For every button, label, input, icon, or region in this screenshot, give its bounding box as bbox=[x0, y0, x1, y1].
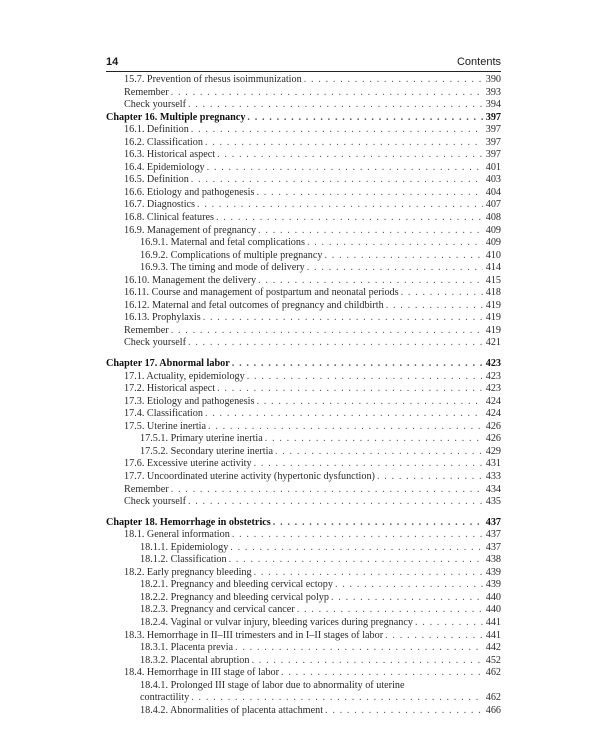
toc-entry-page: 431 bbox=[485, 458, 501, 470]
toc-entry[interactable] bbox=[106, 542, 501, 555]
toc-entry-page: 409 bbox=[485, 224, 501, 236]
dot-leader bbox=[235, 642, 483, 655]
toc-entry-page: 434 bbox=[485, 483, 501, 495]
dot-leader bbox=[171, 484, 483, 497]
toc-entry[interactable] bbox=[106, 408, 501, 421]
toc-entry-page: 429 bbox=[485, 445, 501, 457]
toc-entry-title: Chapter 18. Hemorrhage in obstetrics bbox=[106, 516, 271, 528]
toc-entry-title: 16.9.3. The timing and mode of delivery bbox=[140, 262, 305, 274]
toc-entry-title: 16.2. Classification bbox=[124, 136, 203, 148]
dot-leader bbox=[281, 667, 483, 680]
toc-entry-title: 18.2.4. Vaginal or vulvar injury, bleeding varices during pregnancy bbox=[140, 616, 414, 628]
toc-entry-title: Chapter 16. Multiple pregnancy bbox=[106, 111, 246, 123]
toc-entry-page: 423 bbox=[485, 370, 501, 382]
toc-entry-title: 17.6. Excessive uterine activity bbox=[124, 458, 252, 470]
toc-entry-title: 18.3.1. Placenta previa bbox=[140, 642, 234, 654]
dot-leader bbox=[258, 225, 483, 238]
toc-entry[interactable] bbox=[106, 337, 501, 350]
toc-entry[interactable] bbox=[106, 471, 501, 484]
toc-entry[interactable] bbox=[106, 705, 501, 718]
toc-entry-title: 17.2. Historical aspect bbox=[124, 383, 216, 395]
toc-entry-page: 419 bbox=[485, 299, 501, 311]
toc-entry-title: 16.1. Definition bbox=[124, 124, 189, 136]
toc-entry-title: 17.5.1. Primary uterine inertia bbox=[140, 433, 263, 445]
toc-entry-title: 16.10. Management the delivery bbox=[124, 274, 257, 286]
toc-entry-page: 433 bbox=[485, 470, 501, 482]
dot-leader bbox=[188, 99, 483, 112]
toc-entry-title: 16.7. Diagnostics bbox=[124, 199, 196, 211]
dot-leader bbox=[325, 250, 483, 263]
toc-entry[interactable] bbox=[106, 262, 501, 275]
toc-entry-page: 440 bbox=[485, 591, 501, 603]
dot-leader bbox=[208, 421, 483, 434]
toc-entry[interactable] bbox=[106, 212, 501, 225]
toc-entry-page: 397 bbox=[485, 136, 501, 148]
toc-entry-title: 16.3. Historical aspect bbox=[124, 149, 216, 161]
dot-leader bbox=[229, 554, 483, 567]
toc-entry-title: 17.7. Uncoordinated uterine activity (hypertonic dysfunction) bbox=[124, 470, 375, 482]
dot-leader bbox=[230, 542, 482, 555]
toc-entry-page: 437 bbox=[485, 516, 501, 528]
toc-entry-title: 17.5. Uterine inertia bbox=[124, 420, 207, 432]
toc-entry-title: Chapter 17. Abnormal labor bbox=[106, 358, 230, 370]
toc-entry-title: 18.2. Early pregnancy bleeding bbox=[124, 566, 252, 578]
dot-leader bbox=[386, 300, 483, 313]
toc-entry-page: 466 bbox=[485, 704, 501, 716]
toc-entry-page: 424 bbox=[485, 408, 501, 420]
dot-leader bbox=[415, 617, 483, 630]
toc-entry[interactable] bbox=[106, 383, 501, 396]
header-rule bbox=[106, 71, 501, 72]
dot-leader bbox=[297, 604, 483, 617]
dot-leader bbox=[171, 87, 483, 100]
dot-leader bbox=[335, 579, 483, 592]
dot-leader bbox=[258, 275, 483, 288]
toc-entry-page: 435 bbox=[485, 496, 501, 508]
toc-entry[interactable] bbox=[106, 604, 501, 617]
dot-leader bbox=[256, 396, 482, 409]
dot-leader bbox=[331, 592, 483, 605]
section-title: Contents bbox=[456, 56, 501, 68]
dot-leader bbox=[254, 567, 483, 580]
toc-entry-page: 442 bbox=[485, 642, 501, 654]
toc-entry[interactable] bbox=[106, 458, 501, 471]
dot-leader bbox=[265, 433, 483, 446]
toc-entry-page: 403 bbox=[485, 174, 501, 186]
toc-entry-title: contractility bbox=[140, 692, 190, 704]
toc-entry-page: 418 bbox=[485, 287, 501, 299]
toc-entry-page: 437 bbox=[485, 529, 501, 541]
dot-leader bbox=[216, 212, 483, 225]
toc-entry[interactable] bbox=[106, 446, 501, 459]
toc-entry[interactable] bbox=[106, 554, 501, 567]
toc-entry-title: 16.8. Clinical features bbox=[124, 212, 214, 224]
toc-entry[interactable] bbox=[106, 174, 501, 187]
toc-entry-page: 404 bbox=[485, 186, 501, 198]
toc-entry[interactable] bbox=[106, 250, 501, 263]
toc-entry-title: Remember bbox=[124, 483, 169, 495]
toc-entry[interactable] bbox=[106, 312, 501, 325]
dot-leader bbox=[217, 149, 483, 162]
dot-leader bbox=[203, 312, 483, 325]
dot-leader bbox=[307, 262, 483, 275]
toc-entry-title: 18.3. Hemorrhage in II–III trimesters and in I–II stages of labor bbox=[124, 629, 384, 641]
toc-entry-page: 409 bbox=[485, 237, 501, 249]
toc-entry[interactable] bbox=[106, 630, 501, 643]
dot-leader bbox=[188, 337, 483, 350]
toc-entry[interactable] bbox=[106, 187, 501, 200]
toc-entry[interactable] bbox=[106, 287, 501, 300]
dot-leader bbox=[377, 471, 483, 484]
toc-entry-page: 397 bbox=[485, 111, 501, 123]
toc-entry-page: 423 bbox=[485, 358, 501, 370]
toc-entry-page: 419 bbox=[485, 324, 501, 336]
dot-leader bbox=[207, 162, 483, 175]
toc-entry[interactable] bbox=[106, 692, 501, 705]
toc-entry[interactable] bbox=[106, 371, 501, 384]
toc-entry-page: 401 bbox=[485, 161, 501, 173]
dot-leader bbox=[217, 383, 483, 396]
toc-entry[interactable] bbox=[106, 300, 501, 313]
dot-leader bbox=[191, 692, 482, 705]
dot-leader bbox=[247, 112, 482, 125]
toc-entry-page: 462 bbox=[485, 667, 501, 679]
toc-entry[interactable] bbox=[106, 592, 501, 605]
toc-entry-title: 16.6. Etiology and pathogenesis bbox=[124, 186, 255, 198]
toc-entry-page: 437 bbox=[485, 541, 501, 553]
toc-entry-title: 16.4. Epidemiology bbox=[124, 161, 205, 173]
toc-entry-page: 426 bbox=[485, 420, 501, 432]
toc-entry-page: 394 bbox=[485, 99, 501, 111]
toc-entry[interactable] bbox=[106, 529, 501, 542]
toc-entry-page: 441 bbox=[485, 616, 501, 628]
dot-leader bbox=[247, 371, 483, 384]
dot-leader bbox=[385, 630, 483, 643]
toc-entry-title: 18.4. Hemorrhage in III stage of labor bbox=[124, 667, 280, 679]
toc-entry[interactable] bbox=[106, 496, 501, 509]
toc-entry[interactable] bbox=[106, 567, 501, 580]
toc-entry-page: 440 bbox=[485, 604, 501, 616]
page-number: 14 bbox=[106, 56, 119, 68]
toc-entry-page: 462 bbox=[485, 692, 501, 704]
toc-entry-title: Remember bbox=[124, 324, 169, 336]
toc-entry-title: 18.1. General information bbox=[124, 529, 230, 541]
toc-entry[interactable] bbox=[106, 642, 501, 655]
toc-chapter-entry[interactable] bbox=[106, 517, 501, 530]
toc-entry-title: 18.4.1. Prolonged III stage of labor due to abnormality of uterine bbox=[140, 679, 405, 691]
toc-entry[interactable] bbox=[106, 237, 501, 250]
toc-entry[interactable] bbox=[106, 199, 501, 212]
toc-entry[interactable] bbox=[106, 667, 501, 680]
toc-entry-page: 423 bbox=[485, 383, 501, 395]
toc-entry[interactable] bbox=[106, 680, 501, 693]
toc-entry-page: 421 bbox=[485, 337, 501, 349]
toc-entry-title: 16.9. Management of pregnancy bbox=[124, 224, 257, 236]
toc-entry[interactable] bbox=[106, 162, 501, 175]
toc-entry-page: 408 bbox=[485, 212, 501, 224]
table-of-contents bbox=[106, 74, 501, 717]
dot-leader bbox=[232, 529, 483, 542]
toc-entry-title: 16.13. Prophylaxis bbox=[124, 312, 201, 324]
toc-entry[interactable] bbox=[106, 325, 501, 338]
toc-entry-title: 18.4.2. Abnormalities of placenta attachment bbox=[140, 704, 324, 716]
toc-entry-page: 414 bbox=[485, 262, 501, 274]
toc-entry-title: Remember bbox=[124, 86, 169, 98]
toc-entry-title: 18.2.1. Pregnancy and bleeding cervical ectopy bbox=[140, 579, 333, 591]
toc-entry-title: Check yourself bbox=[124, 337, 186, 349]
running-header bbox=[106, 56, 501, 70]
dot-leader bbox=[205, 408, 483, 421]
dot-leader bbox=[325, 705, 483, 718]
toc-entry-title: 18.3.2. Placental abruption bbox=[140, 654, 250, 666]
dot-leader bbox=[252, 655, 483, 668]
toc-entry-title: 16.5. Definition bbox=[124, 174, 189, 186]
toc-entry-page: 426 bbox=[485, 433, 501, 445]
dot-leader bbox=[197, 199, 483, 212]
toc-entry-title: 16.9.2. Complications of multiple pregnancy bbox=[140, 249, 323, 261]
toc-chapter-entry[interactable] bbox=[106, 112, 501, 125]
toc-entry-title: Check yourself bbox=[124, 496, 186, 508]
toc-entry-page: 393 bbox=[485, 86, 501, 98]
toc-entry-title: 18.1.2. Classification bbox=[140, 554, 227, 566]
toc-entry-title: 16.9.1. Maternal and fetal complications bbox=[140, 237, 305, 249]
dot-leader bbox=[171, 325, 483, 338]
toc-entry[interactable] bbox=[106, 87, 501, 100]
toc-entry-title: 15.7. Prevention of rhesus isoimmunization bbox=[124, 74, 302, 85]
toc-entry[interactable] bbox=[106, 433, 501, 446]
toc-entry[interactable] bbox=[106, 484, 501, 497]
toc-entry[interactable] bbox=[106, 149, 501, 162]
toc-entry-page: 438 bbox=[485, 554, 501, 566]
toc-entry-title: Check yourself bbox=[124, 99, 186, 111]
toc-entry-title: 18.2.3. Pregnancy and cervical cancer bbox=[140, 604, 295, 616]
toc-entry-title: 17.1. Actuality, epidemiology bbox=[124, 370, 245, 382]
toc-entry-title: 16.11. Course and management of postpartum and neonatal periods bbox=[124, 287, 399, 299]
toc-entry-title: 16.12. Maternal and fetal outcomes of pregnancy and childbirth bbox=[124, 299, 384, 311]
dot-leader bbox=[256, 187, 482, 200]
toc-entry[interactable] bbox=[106, 655, 501, 668]
dot-leader bbox=[188, 496, 483, 509]
toc-entry-page: 424 bbox=[485, 395, 501, 407]
toc-entry-page: 410 bbox=[485, 249, 501, 261]
toc-entry-page: 452 bbox=[485, 654, 501, 666]
dot-leader bbox=[191, 124, 483, 137]
toc-entry-title: 17.5.2. Secondary uterine inertia bbox=[140, 445, 273, 457]
dot-leader bbox=[401, 287, 483, 300]
toc-entry-page: 407 bbox=[485, 199, 501, 211]
toc-chapter-entry[interactable] bbox=[106, 358, 501, 371]
toc-entry[interactable] bbox=[106, 74, 501, 87]
toc-entry-title: 17.3. Etiology and pathogenesis bbox=[124, 395, 255, 407]
toc-entry[interactable] bbox=[106, 137, 501, 150]
dot-leader bbox=[205, 137, 483, 150]
toc-entry-page: 397 bbox=[485, 149, 501, 161]
toc-entry[interactable] bbox=[106, 225, 501, 238]
dot-leader bbox=[191, 174, 483, 187]
toc-entry[interactable] bbox=[106, 396, 501, 409]
toc-entry-title: 17.4. Classification bbox=[124, 408, 203, 420]
toc-entry-page: 390 bbox=[485, 74, 501, 85]
toc-entry-page: 419 bbox=[485, 312, 501, 324]
dot-leader bbox=[304, 74, 483, 87]
toc-entry-page: 397 bbox=[485, 124, 501, 136]
dot-leader bbox=[275, 446, 483, 459]
toc-entry[interactable] bbox=[106, 99, 501, 112]
toc-entry[interactable] bbox=[106, 124, 501, 137]
toc-entry[interactable] bbox=[106, 421, 501, 434]
toc-entry-title: 18.1.1. Epidemiology bbox=[140, 541, 229, 553]
dot-leader bbox=[232, 358, 483, 371]
toc-entry-page: 441 bbox=[485, 629, 501, 641]
toc-entry-page: 415 bbox=[485, 274, 501, 286]
toc-entry[interactable] bbox=[106, 275, 501, 288]
toc-entry[interactable] bbox=[106, 579, 501, 592]
toc-entry[interactable] bbox=[106, 617, 501, 630]
dot-leader bbox=[254, 458, 483, 471]
dot-leader bbox=[307, 237, 483, 250]
toc-entry-title: 18.2.2. Pregnancy and bleeding cervical polyp bbox=[140, 591, 329, 603]
toc-entry-page: 439 bbox=[485, 566, 501, 578]
dot-leader bbox=[273, 517, 483, 530]
toc-entry-page: 439 bbox=[485, 579, 501, 591]
